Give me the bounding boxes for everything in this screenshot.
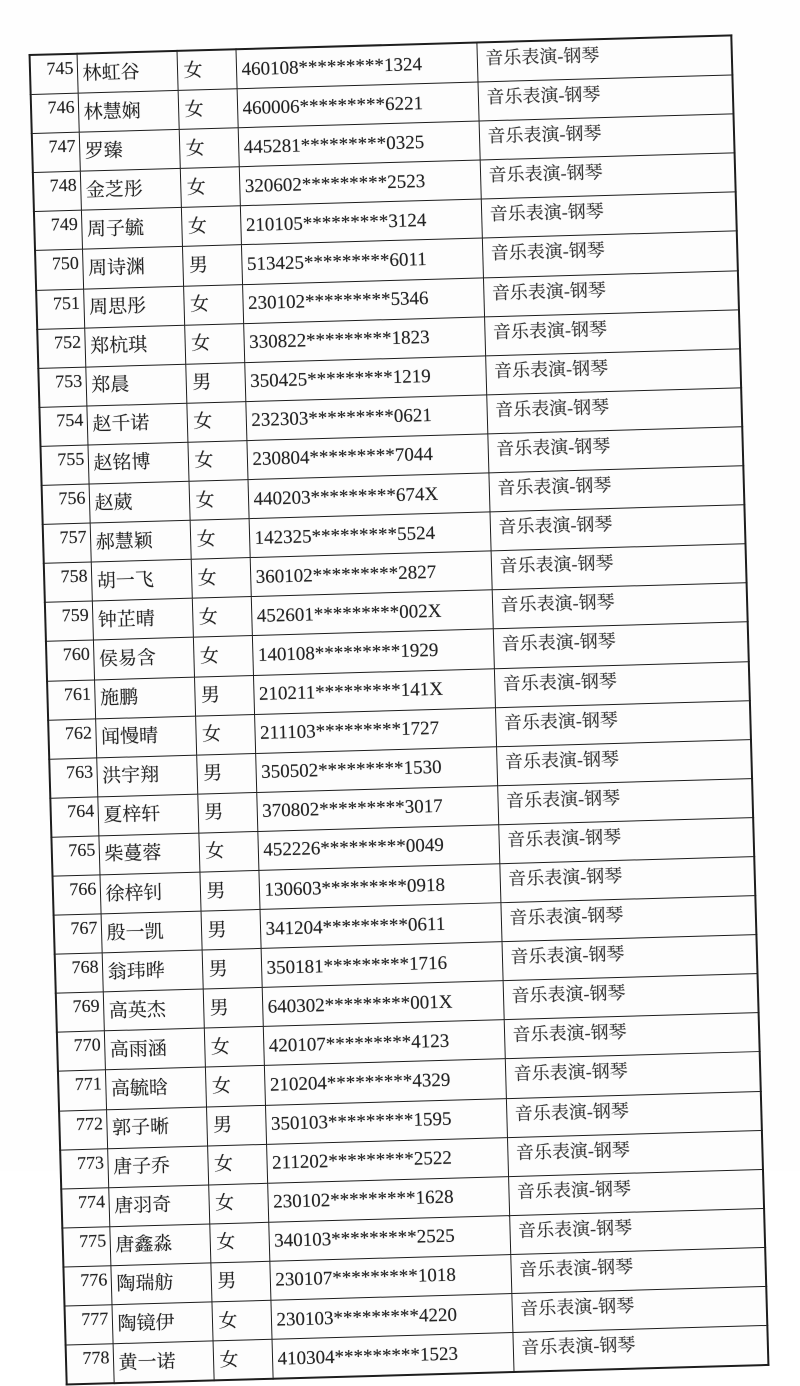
row-number: 769 bbox=[56, 992, 104, 1032]
student-name: 徐梓钊 bbox=[99, 872, 200, 914]
gender-value: 女 bbox=[208, 1183, 268, 1224]
roster-table-container bbox=[29, 34, 768, 1385]
gender-value: 女 bbox=[195, 714, 255, 755]
major-label: 音乐表演-钢琴 bbox=[502, 935, 758, 981]
student-name: 夏梓轩 bbox=[97, 794, 198, 836]
gender-value: 女 bbox=[193, 636, 253, 677]
id-number: 513425*********6011 bbox=[241, 238, 483, 284]
major-label: 音乐表演-钢琴 bbox=[477, 75, 733, 121]
id-number: 350502*********1530 bbox=[255, 746, 497, 792]
gender-value: 女 bbox=[186, 401, 246, 442]
row-number: 772 bbox=[59, 1109, 107, 1149]
row-number: 753 bbox=[38, 367, 86, 407]
major-label: 音乐表演-钢琴 bbox=[498, 818, 754, 864]
row-number: 755 bbox=[40, 445, 88, 485]
id-number: 230102*********5346 bbox=[242, 278, 484, 324]
student-name: 赵千诺 bbox=[86, 403, 187, 445]
id-number: 210204*********4329 bbox=[264, 1059, 506, 1105]
row-number: 763 bbox=[49, 758, 97, 798]
gender-value: 男 bbox=[210, 1261, 270, 1302]
student-name: 赵铭博 bbox=[87, 442, 188, 484]
student-name: 金芝彤 bbox=[80, 169, 181, 211]
major-label: 音乐表演-钢琴 bbox=[506, 1091, 762, 1137]
id-number: 330822*********1823 bbox=[243, 317, 485, 363]
major-label: 音乐表演-钢琴 bbox=[479, 114, 735, 160]
row-number: 775 bbox=[62, 1227, 110, 1267]
gender-value: 女 bbox=[209, 1222, 269, 1263]
id-number: 350425*********1219 bbox=[244, 356, 486, 402]
row-number: 773 bbox=[60, 1148, 108, 1188]
id-number: 440203*********674X bbox=[248, 473, 490, 519]
gender-value: 女 bbox=[205, 1066, 265, 1107]
row-number: 748 bbox=[33, 171, 81, 211]
student-name: 郑杭琪 bbox=[84, 325, 185, 367]
major-label: 音乐表演-钢琴 bbox=[493, 622, 749, 668]
id-number: 230103*********4220 bbox=[270, 1294, 512, 1340]
id-number: 420107*********4123 bbox=[263, 1020, 505, 1066]
student-name: 柴蔓蓉 bbox=[98, 833, 199, 875]
major-label: 音乐表演-钢琴 bbox=[483, 270, 739, 316]
student-name: 侯易含 bbox=[93, 638, 194, 680]
row-number: 761 bbox=[47, 679, 95, 719]
gender-value: 女 bbox=[213, 1339, 273, 1380]
gender-value: 男 bbox=[197, 792, 257, 833]
student-name: 殷一凯 bbox=[101, 911, 202, 953]
id-number: 350181*********1716 bbox=[261, 942, 503, 988]
row-number: 759 bbox=[45, 601, 93, 641]
gender-value: 男 bbox=[185, 362, 245, 403]
major-label: 音乐表演-钢琴 bbox=[492, 583, 748, 629]
gender-value: 男 bbox=[199, 870, 259, 911]
student-name: 郑晨 bbox=[85, 364, 186, 406]
id-number: 130603*********0918 bbox=[258, 864, 500, 910]
roster-table bbox=[29, 34, 770, 1385]
gender-value: 男 bbox=[201, 910, 261, 951]
major-label: 音乐表演-钢琴 bbox=[499, 857, 755, 903]
id-number: 452226*********0049 bbox=[257, 825, 499, 871]
row-number: 767 bbox=[54, 914, 102, 954]
id-number: 452601*********002X bbox=[251, 590, 493, 636]
student-name: 唐鑫淼 bbox=[109, 1224, 210, 1266]
id-number: 445281*********0325 bbox=[238, 121, 480, 167]
gender-value: 女 bbox=[189, 480, 249, 521]
major-label: 音乐表演-钢琴 bbox=[495, 700, 751, 746]
student-name: 周思彤 bbox=[83, 286, 184, 328]
student-name: 郝慧颖 bbox=[90, 520, 191, 562]
major-label: 音乐表演-钢琴 bbox=[509, 1208, 765, 1254]
student-name: 赵葳 bbox=[89, 481, 190, 523]
major-label: 音乐表演-钢琴 bbox=[487, 427, 743, 473]
student-name: 高毓晗 bbox=[105, 1067, 206, 1109]
gender-value: 男 bbox=[196, 753, 256, 794]
row-number: 777 bbox=[65, 1305, 113, 1345]
gender-value: 女 bbox=[207, 1144, 267, 1185]
gender-value: 男 bbox=[202, 949, 262, 990]
row-number: 762 bbox=[48, 719, 96, 759]
major-label: 音乐表演-钢琴 bbox=[486, 388, 742, 434]
student-name: 翁玮晔 bbox=[102, 950, 203, 992]
student-name: 陶镜伊 bbox=[111, 1302, 212, 1344]
id-number: 340103*********2525 bbox=[268, 1215, 510, 1261]
id-number: 410304*********1523 bbox=[272, 1333, 514, 1379]
id-number: 360102*********2827 bbox=[250, 551, 492, 597]
id-number: 370802*********3017 bbox=[256, 786, 498, 832]
gender-value: 女 bbox=[180, 167, 240, 208]
id-number: 320602*********2523 bbox=[239, 160, 481, 206]
row-number: 745 bbox=[30, 54, 78, 95]
major-label: 音乐表演-钢琴 bbox=[476, 35, 732, 82]
gender-value: 女 bbox=[190, 519, 250, 560]
gender-value: 女 bbox=[181, 206, 241, 247]
major-label: 音乐表演-钢琴 bbox=[507, 1130, 763, 1176]
row-number: 770 bbox=[57, 1031, 105, 1071]
student-name: 闻慢晴 bbox=[95, 716, 196, 758]
id-number: 341204*********0611 bbox=[260, 903, 502, 949]
row-number: 757 bbox=[43, 523, 91, 563]
id-number: 210105*********3124 bbox=[240, 199, 482, 245]
major-label: 音乐表演-钢琴 bbox=[508, 1169, 764, 1215]
major-label: 音乐表演-钢琴 bbox=[510, 1247, 766, 1293]
row-number: 771 bbox=[58, 1070, 106, 1110]
major-label: 音乐表演-钢琴 bbox=[503, 974, 759, 1020]
student-name: 罗臻 bbox=[79, 130, 180, 172]
major-label: 音乐表演-钢琴 bbox=[494, 661, 750, 707]
major-label: 音乐表演-钢琴 bbox=[512, 1326, 768, 1373]
row-number: 756 bbox=[42, 484, 90, 524]
major-label: 音乐表演-钢琴 bbox=[484, 309, 740, 355]
gender-value: 女 bbox=[192, 597, 252, 638]
major-label: 音乐表演-钢琴 bbox=[500, 896, 756, 942]
gender-value: 女 bbox=[184, 323, 244, 364]
row-number: 754 bbox=[39, 406, 87, 446]
id-number: 232303*********0621 bbox=[245, 395, 487, 441]
gender-value: 男 bbox=[194, 675, 254, 716]
gender-value: 女 bbox=[191, 558, 251, 599]
student-name: 施鹏 bbox=[94, 677, 195, 719]
row-number: 778 bbox=[66, 1344, 114, 1385]
major-label: 音乐表演-钢琴 bbox=[490, 505, 746, 551]
id-number: 350103*********1595 bbox=[265, 1098, 507, 1144]
gender-value: 女 bbox=[198, 831, 258, 872]
student-name: 郭子晰 bbox=[106, 1107, 207, 1149]
student-name: 周诗渊 bbox=[82, 247, 183, 289]
student-name: 陶瑞舫 bbox=[110, 1263, 211, 1305]
gender-value: 女 bbox=[204, 1027, 264, 1068]
id-number: 211202*********2522 bbox=[266, 1137, 508, 1183]
student-name: 钟芷晴 bbox=[92, 599, 193, 641]
student-name: 高英杰 bbox=[103, 989, 204, 1031]
id-number: 230107*********1018 bbox=[269, 1254, 511, 1300]
row-number: 774 bbox=[61, 1187, 109, 1227]
gender-value: 女 bbox=[177, 49, 237, 90]
major-label: 音乐表演-钢琴 bbox=[505, 1052, 761, 1098]
gender-value: 女 bbox=[187, 441, 247, 482]
student-name: 黄一诺 bbox=[113, 1341, 214, 1383]
gender-value: 男 bbox=[203, 988, 263, 1029]
roster-table-body bbox=[30, 35, 769, 1384]
major-label: 音乐表演-钢琴 bbox=[488, 466, 744, 512]
row-number: 764 bbox=[50, 797, 98, 837]
student-name: 胡一飞 bbox=[91, 559, 192, 601]
major-label: 音乐表演-钢琴 bbox=[482, 231, 738, 277]
major-label: 音乐表演-钢琴 bbox=[480, 153, 736, 199]
id-number: 142325*********5524 bbox=[249, 512, 491, 558]
id-number: 230102*********1628 bbox=[267, 1176, 509, 1222]
major-label: 音乐表演-钢琴 bbox=[485, 349, 741, 395]
student-name: 高雨涵 bbox=[104, 1028, 205, 1070]
gender-value: 女 bbox=[178, 89, 238, 130]
major-label: 音乐表演-钢琴 bbox=[504, 1013, 760, 1059]
id-number: 211103*********1727 bbox=[254, 707, 496, 753]
student-name: 林慧娴 bbox=[78, 91, 179, 133]
gender-value: 女 bbox=[211, 1300, 271, 1341]
major-label: 音乐表演-钢琴 bbox=[496, 739, 752, 785]
id-number: 230804*********7044 bbox=[246, 434, 488, 480]
row-number: 768 bbox=[55, 953, 103, 993]
row-number: 752 bbox=[37, 328, 85, 368]
row-number: 747 bbox=[32, 132, 80, 172]
student-name: 林虹谷 bbox=[77, 51, 178, 93]
gender-value: 女 bbox=[183, 284, 243, 325]
id-number: 460006*********6221 bbox=[237, 82, 479, 128]
row-number: 758 bbox=[44, 562, 92, 602]
major-label: 音乐表演-钢琴 bbox=[491, 544, 747, 590]
row-number: 776 bbox=[63, 1266, 111, 1306]
major-label: 音乐表演-钢琴 bbox=[511, 1286, 767, 1332]
student-name: 唐子乔 bbox=[107, 1146, 208, 1188]
id-number: 140108*********1929 bbox=[252, 629, 494, 675]
id-number: 640302*********001X bbox=[262, 981, 504, 1027]
row-number: 751 bbox=[36, 289, 84, 329]
gender-value: 女 bbox=[179, 128, 239, 169]
id-number: 210211*********141X bbox=[253, 668, 495, 714]
gender-value: 男 bbox=[182, 245, 242, 286]
row-number: 765 bbox=[51, 836, 99, 876]
major-label: 音乐表演-钢琴 bbox=[497, 778, 753, 824]
row-number: 746 bbox=[31, 93, 79, 133]
major-label: 音乐表演-钢琴 bbox=[481, 192, 737, 238]
id-number: 460108*********1324 bbox=[235, 43, 477, 89]
row-number: 749 bbox=[34, 211, 82, 251]
row-number: 766 bbox=[53, 875, 101, 915]
gender-value: 男 bbox=[206, 1105, 266, 1146]
student-name: 周子毓 bbox=[81, 208, 182, 250]
row-number: 750 bbox=[35, 250, 83, 290]
student-name: 洪宇翔 bbox=[96, 755, 197, 797]
student-name: 唐羽奇 bbox=[108, 1185, 209, 1227]
row-number: 760 bbox=[46, 640, 94, 680]
